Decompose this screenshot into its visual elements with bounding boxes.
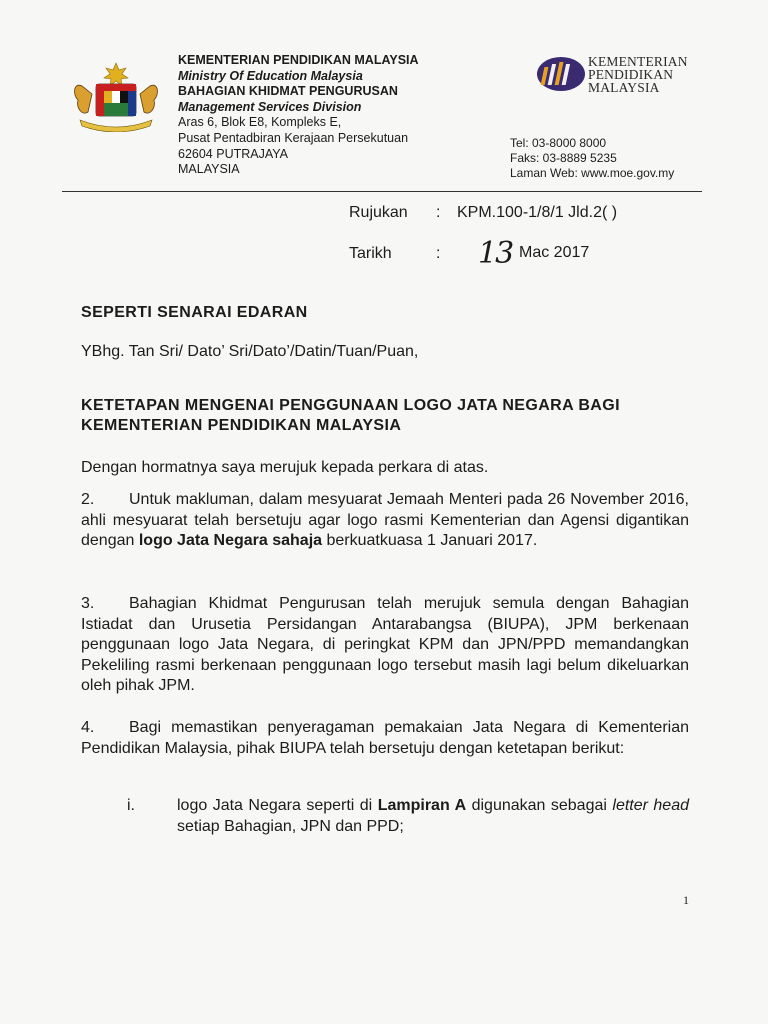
- rujukan-value: KPM.100-1/8/1 Jld.2( ): [457, 204, 618, 221]
- header-divider: [62, 191, 702, 192]
- list-item-text-c: setiap Bahagian, JPN dan PPD;: [177, 817, 404, 835]
- paragraph-2: [81, 490, 689, 552]
- paragraph-4-number: 4.: [81, 719, 95, 736]
- moe-logo-line-3: MALAYSIA: [588, 80, 660, 95]
- paragraph-4: [81, 718, 689, 759]
- ministry-name-ms: KEMENTERIAN PENDIDIKAN MALAYSIA: [178, 53, 419, 67]
- paragraph-2-text-a: Untuk makluman, dalam mesyuarat Jemaah Menteri pada 26 November 2016, ahli mesyuarat telah bersetuju agar logo rasmi Kementerian dan Agensi digantikan dengan: [81, 491, 689, 549]
- moe-logo-line-1: KEMENTERIAN: [588, 54, 688, 69]
- paragraph-4-text: Bagi memastikan penyeragaman pemakaian Jata Negara di Kementerian Pendidikan Malaysia, pihak BIUPA telah bersetuju dengan ketetapan berikut:: [81, 719, 689, 757]
- subject-heading: KETETAPAN MENGENAI PENGGUNAAN LOGO JATA NEGARA BAGI KEMENTERIAN PENDIDIKAN MALAYSIA: [81, 397, 620, 434]
- list-item-bold: Lampiran A: [377, 797, 467, 814]
- paragraph-2-bold: logo Jata Negara sahaja: [138, 532, 323, 549]
- moe-logo-line-2: PENDIDIKAN: [588, 67, 674, 82]
- page-number: 1: [683, 893, 689, 907]
- list-item-text: [177, 796, 689, 837]
- division-name-en: Management Services Division: [178, 99, 362, 114]
- list-item-number: i.: [127, 797, 135, 814]
- paragraph-2-number: 2.: [81, 491, 95, 508]
- address-line-2: Pusat Pentadbiran Kerajaan Persekutuan: [178, 130, 409, 145]
- recipients-heading: SEPERTI SENARAI EDARAN: [81, 304, 308, 321]
- address-line-4: MALAYSIA: [178, 162, 240, 177]
- address-line-1: Aras 6, Blok E8, Kompleks E,: [178, 115, 342, 130]
- moe-logo-icon: [536, 55, 588, 93]
- opening-paragraph: Dengan hormatnya saya merujuk kepada perkara di atas.: [81, 459, 489, 476]
- paragraph-3-text: Bahagian Khidmat Pengurusan telah merujuk semula dengan Bahagian Istiadat dan Urusetia Persidangan Antarabangsa (BIUPA), JPM berkenaan penggunaan logo Jata Negara, di peringkat KPM dan JPN/PPD memandangkan Pekeliling rasmi berkenaan penggunaan logo tersebut masih lagi belum dikeluarkan oleh pihak JPM.: [81, 595, 689, 694]
- list-item: [127, 796, 689, 837]
- tarikh-day-handwritten: 13: [478, 236, 513, 271]
- fax: Faks: 03-8889 5235: [510, 151, 617, 166]
- tarikh-value: Mac 2017: [519, 244, 590, 261]
- tarikh-colon: :: [436, 245, 441, 262]
- telephone: Tel: 03-8000 8000: [510, 136, 607, 150]
- address-line-3: 62604 PUTRAJAYA: [178, 146, 289, 161]
- paragraph-3: [81, 594, 689, 697]
- list-item-text-a: logo Jata Negara seperti di: [177, 797, 373, 814]
- contact-info: [510, 136, 674, 182]
- letterhead-text: [178, 53, 419, 178]
- division-name-ms: BAHAGIAN KHIDMAT PENGURUSAN: [178, 84, 398, 99]
- website: Laman Web: www.moe.gov.my: [510, 166, 675, 181]
- paragraph-2-text-b: berkuatkuasa 1 Januari 2017.: [326, 532, 538, 549]
- list-item-text-b: digunakan sebagai: [471, 797, 607, 814]
- tarikh-label: Tarikh: [349, 245, 392, 262]
- rujukan-label: Rujukan: [349, 204, 408, 221]
- list-item-italic: letter head: [612, 797, 690, 814]
- salutation: YBhg. Tan Sri/ Dato’ Sri/Dato’/Datin/Tuan/Puan,: [81, 343, 419, 360]
- rujukan-colon: :: [436, 204, 441, 221]
- moe-logo-text: [588, 55, 688, 94]
- ministry-name-en: Ministry Of Education Malaysia: [178, 68, 363, 83]
- paragraph-3-number: 3.: [81, 595, 95, 612]
- coat-of-arms-icon: [66, 60, 166, 132]
